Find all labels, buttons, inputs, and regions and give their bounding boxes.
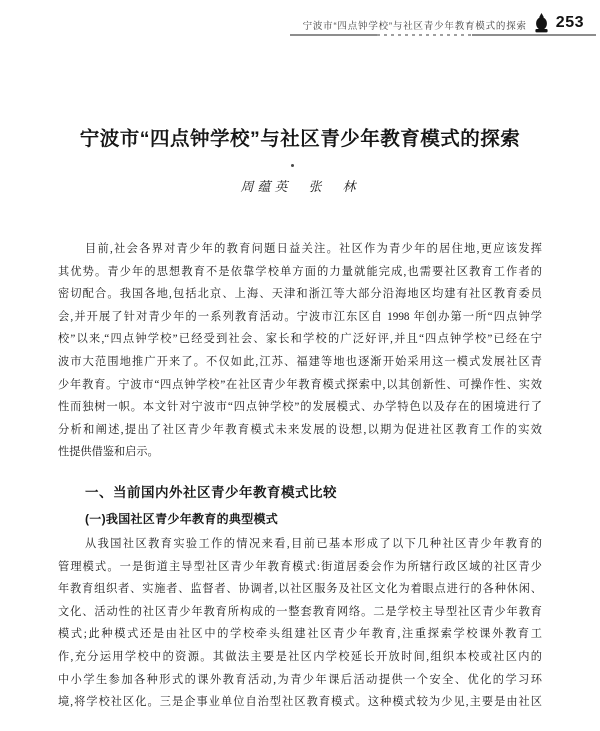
header-rule-dashed-segment <box>377 34 472 36</box>
text-line: 其优势。青少年的思想教育不是依靠学校单方面的力量就能完成,也需要社区教育工作者的 <box>58 265 542 278</box>
text-line: 会,并开展了针对青少年的一系列教育活动。宁波市江东区自 1998 年创办第一所“四点钟学 <box>58 310 542 323</box>
text-line: 从我国社区教育实验工作的情况来看,目前已基本形成了以下几种社区青少年教育的 <box>85 538 542 550</box>
article-title: 宁波市“四点钟学校”与社区青少年教育模式的探索 <box>79 128 521 150</box>
text-line: 中小学生参加各种形式的课外教育活动,为青少年课后活动提供一个安全、优化的学习环 <box>58 673 542 686</box>
section-heading: 一、当前国内外社区青少年教育模式比较 <box>85 485 337 500</box>
text-line: 年教育组织者、实施者、监督者、协调者,以社区服务及社区文化为着眼点进行的各种休闲、 <box>58 583 542 596</box>
page-header <box>0 13 584 33</box>
page-number: 253 <box>555 14 584 31</box>
scan-artifact-dot <box>291 164 294 167</box>
text-line: 校”以来,“四点钟学校”已经受到社会、家长和学校的广泛好评,并且“四点钟学校”已经在宁 <box>58 333 542 346</box>
seal-ornament-icon <box>534 13 549 33</box>
text-line: 目前,社会各界对青少年的教育问题日益关注。社区作为青少年的居住地,更应该发挥 <box>85 243 542 255</box>
running-title: 宁波市“四点钟学校”与社区青少年教育模式的探索 <box>302 20 527 32</box>
text-line: 模式;此种模式还是由社区中的学校牵头组建社区青少年教育,注重探索学校课外教育工 <box>58 628 542 641</box>
text-line: 管理模式。一是街道主导型社区青少年教育模式:街道居委会作为所辖行政区域的社区青少 <box>58 560 542 573</box>
body-paragraph <box>58 533 542 714</box>
header-rule-segment <box>472 34 596 36</box>
text-line: 波市大范围地推广开来了。不仅如此,江苏、福建等地也逐渐开始采用这一模式发展社区青 <box>58 355 542 368</box>
text-line: 作,充分运用学校中的资源。其做法主要是社区内学校延长开放时间,组织本校或社区内的 <box>58 650 542 663</box>
intro-paragraph <box>58 238 542 464</box>
text-line: 分析和阐述,提出了社区青少年教育模式未来发展的设想,以期为促进社区教育工作的实效 <box>58 423 542 436</box>
subsection-heading: (一)我国社区青少年教育的典型模式 <box>85 512 279 526</box>
authors: 周蕴英 张 林 <box>240 179 360 194</box>
header-rule <box>290 34 596 36</box>
text-line: 文化、活动性的社区青少年教育所构成的一整套教育网络。二是学校主导型社区青少年教育 <box>58 605 542 618</box>
text-line: 境,将学校社区化。三是企事业单位自治型社区教育模式。这种模式较为少见,主要是由社区 <box>58 696 542 709</box>
header-rule-segment <box>290 34 377 36</box>
text-line: 密切配合。我国各地,包括北京、上海、天津和浙江等大部分沿海地区均建有社区教育委员 <box>58 288 542 301</box>
text-line: 少年教育。宁波市“四点钟学校”在社区青少年教育模式探索中,以其创新性、可操作性、实效 <box>58 378 542 391</box>
text-line: 性提供借鉴和启示。 <box>58 446 159 459</box>
text-line: 性而独树一帜。本文针对宁波市“四点钟学校”的发展模式、办学特色以及存在的困境进行了 <box>58 401 542 414</box>
